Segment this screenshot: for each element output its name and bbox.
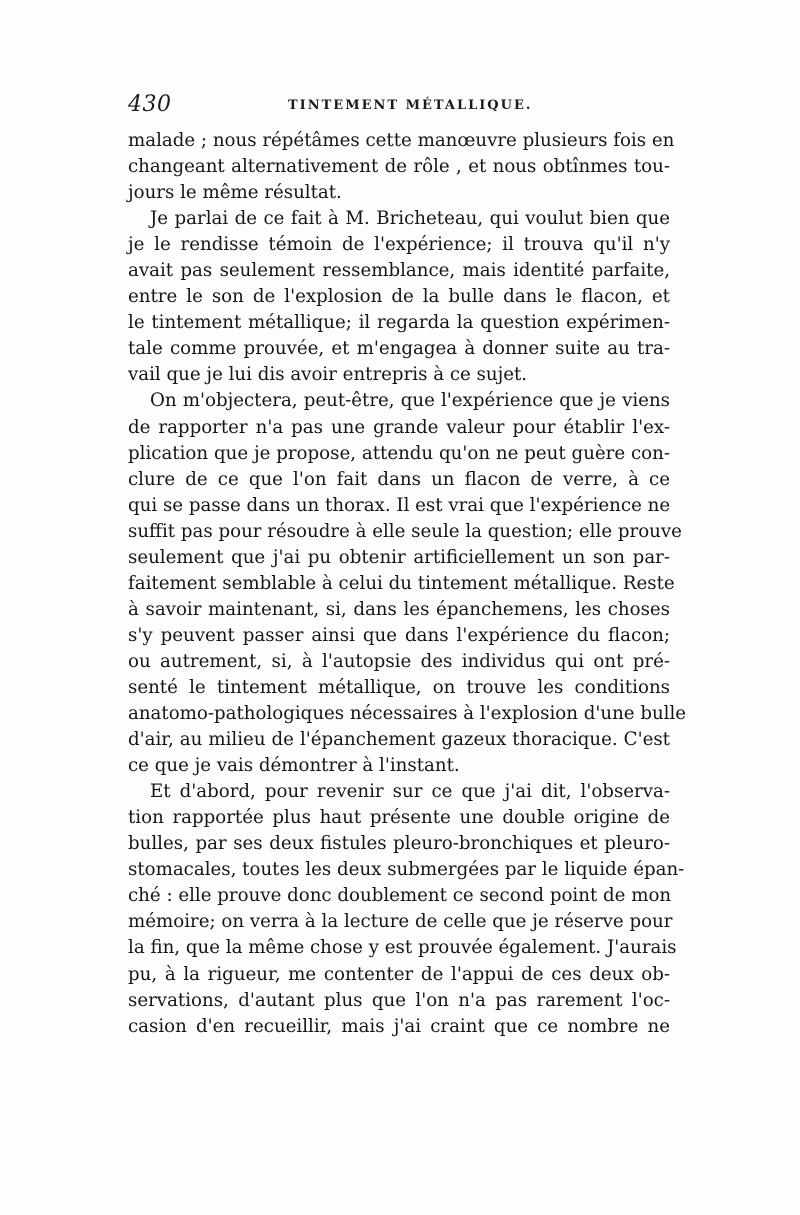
paragraph — [128, 128, 675, 206]
text-line: s'y peuvent passer ainsi que dans l'expérience du flacon; — [128, 624, 670, 646]
text-line: tion rapportée plus haut présente une double origine de — [128, 807, 670, 829]
text-line: mémoire; on verra à la lecture de celle que je réserve pour — [128, 911, 673, 933]
text-line: pu, à la rigueur, me contenter de l'appui de ces deux ob- — [128, 963, 670, 985]
text-line: d'air, au milieu de l'épanchement gazeux thoracique. C'est — [128, 729, 670, 751]
text-line: changeant alternativement de rôle , et nous obtînmes tou- — [128, 156, 670, 178]
paragraph — [128, 388, 687, 779]
text-line: clure de ce que l'on fait dans un flacon de verre, à ce — [128, 468, 670, 490]
text-line: seulement que j'ai pu obtenir artificiellement un son par- — [128, 546, 670, 568]
text-line: casion d'en recueillir, mais j'ai craint que ce nombre ne — [128, 1015, 670, 1037]
text-line: je le rendisse témoin de l'expérience; il trouva qu'il n'y — [128, 234, 670, 256]
text-line: malade ; nous répétâmes cette manœuvre plusieurs fois en — [128, 130, 675, 151]
paragraph — [128, 779, 685, 1039]
text-line: de rapporter n'a pas une grande valeur pour établir l'ex- — [128, 416, 670, 438]
text-line: entre le son de l'explosion de la bulle dans le flacon, et — [128, 286, 670, 308]
page-header — [128, 92, 668, 122]
body-text — [128, 128, 687, 1040]
text-line: qui se passe dans un thorax. Il est vrai que l'expérience ne — [128, 494, 671, 516]
text-line: la fin, que la même chose y est prouvée également. J'aurais — [128, 937, 677, 959]
text-line: ce que je vais démontrer à l'instant. — [128, 755, 460, 777]
page-number: 430 — [128, 92, 172, 117]
text-line: vail que je lui dis avoir entrepris à ce sujet. — [128, 364, 528, 386]
text-line: suffit pas pour résoudre à elle seule la question; elle prouve — [128, 520, 682, 542]
text-line: à savoir maintenant, si, dans les épanchemens, les choses — [128, 598, 670, 620]
text-line: stomacales, toutes les deux submergées par le liquide épan- — [128, 859, 685, 881]
text-line: le tintement métallique; il regarda la question expérimen- — [128, 312, 670, 334]
text-line: plication que je propose, attendu qu'on ne peut guère con- — [128, 442, 670, 464]
running-title: TINTEMENT MÉTALLIQUE. — [288, 98, 533, 113]
text-line: ché : elle prouve donc doublement ce second point de mon — [128, 885, 672, 907]
text-line: Et d'abord, pour revenir sur ce que j'ai dit, l'observa- — [150, 781, 670, 803]
text-line: tale comme prouvée, et m'engagea à donner suite au tra- — [128, 338, 670, 360]
text-line: anatomo-pathologiques nécessaires à l'explosion d'une bulle — [128, 703, 687, 725]
text-line: On m'objectera, peut-être, que l'expérience que je viens — [150, 390, 670, 412]
text-line: ou autrement, si, à l'autopsie des individus qui ont pré- — [128, 650, 670, 672]
text-line: senté le tintement métallique, on trouve les conditions — [128, 676, 670, 698]
text-line: Je parlai de ce fait à M. Bricheteau, qui voulut bien que — [150, 208, 670, 230]
paragraph — [128, 206, 670, 388]
text-line: servations, d'autant plus que l'on n'a pas rarement l'oc- — [128, 989, 670, 1011]
text-line: bulles, par ses deux fistules pleuro-bronchiques et pleuro- — [128, 833, 670, 855]
text-line: avait pas seulement ressemblance, mais identité parfaite, — [128, 260, 670, 282]
text-line: faitement semblable à celui du tintement métallique. Reste — [128, 572, 675, 594]
text-line: jours le même résultat. — [128, 182, 342, 204]
